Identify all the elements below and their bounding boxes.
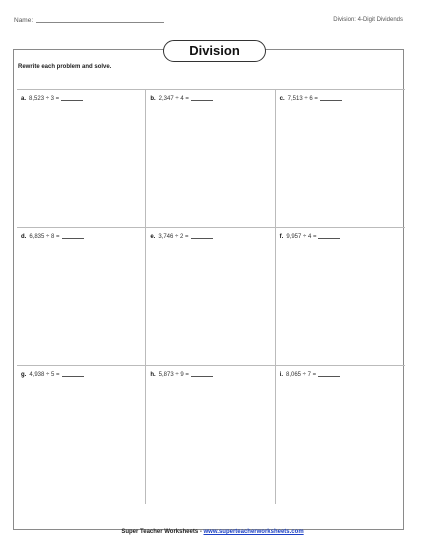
- problem-letter: b.: [150, 96, 156, 102]
- problem-cell-d[interactable]: [17, 228, 146, 366]
- problem-i: [280, 372, 341, 378]
- name-field[interactable]: [14, 17, 164, 24]
- instructions: Rewrite each problem and solve.: [18, 64, 112, 70]
- problem-letter: e.: [150, 234, 156, 240]
- problem-expression: 8,065 ÷ 7 =: [286, 372, 317, 378]
- problem-letter: d.: [21, 234, 27, 240]
- problem-expression: 3,746 ÷ 2 =: [158, 234, 189, 240]
- answer-blank[interactable]: [191, 100, 213, 101]
- problem-grid: [17, 89, 405, 504]
- problem-cell-e[interactable]: [146, 228, 275, 366]
- problem-letter: i.: [279, 372, 283, 378]
- problem-letter: c.: [279, 96, 285, 102]
- name-blank-line[interactable]: [36, 22, 164, 23]
- problem-cell-c[interactable]: [276, 90, 405, 228]
- answer-blank[interactable]: [318, 238, 340, 239]
- worksheet-title: Division: [163, 40, 266, 62]
- footer-link[interactable]: www.superteacherworksheets.com: [203, 529, 304, 535]
- problem-c: [280, 96, 342, 102]
- problem-b: [150, 96, 213, 102]
- answer-blank[interactable]: [62, 376, 84, 377]
- problem-cell-a[interactable]: [17, 90, 146, 228]
- problem-g: [21, 372, 84, 378]
- problem-expression: 8,523 ÷ 3 =: [29, 96, 60, 102]
- problem-d: [21, 234, 84, 240]
- problem-letter: f.: [279, 234, 284, 240]
- answer-blank[interactable]: [318, 376, 340, 377]
- problem-expression: 9,957 ÷ 4 =: [286, 234, 317, 240]
- problem-expression: 7,513 ÷ 6 =: [287, 96, 318, 102]
- problem-cell-i[interactable]: [276, 366, 405, 504]
- problem-letter: h.: [150, 372, 156, 378]
- answer-blank[interactable]: [61, 100, 83, 101]
- worksheet-subtitle: Division: 4-Digit Dividends: [333, 17, 403, 23]
- problem-e: [150, 234, 212, 240]
- problem-cell-h[interactable]: [146, 366, 275, 504]
- name-label: Name:: [14, 17, 34, 24]
- answer-blank[interactable]: [62, 238, 84, 239]
- footer: [0, 529, 425, 535]
- answer-blank[interactable]: [320, 100, 342, 101]
- problem-expression: 4,938 ÷ 5 =: [29, 372, 60, 378]
- problem-letter: a.: [21, 96, 27, 102]
- footer-separator: -: [198, 529, 204, 535]
- problem-expression: 2,347 ÷ 4 =: [158, 96, 189, 102]
- problem-f: [280, 234, 341, 240]
- problem-a: [21, 96, 83, 102]
- problem-cell-f[interactable]: [276, 228, 405, 366]
- answer-blank[interactable]: [191, 376, 213, 377]
- problem-expression: 6,835 ÷ 8 =: [29, 234, 60, 240]
- footer-brand: Super Teacher Worksheets: [121, 529, 199, 535]
- problem-cell-b[interactable]: [146, 90, 275, 228]
- problem-h: [150, 372, 213, 378]
- problem-cell-g[interactable]: [17, 366, 146, 504]
- answer-blank[interactable]: [191, 238, 213, 239]
- problem-letter: g.: [21, 372, 27, 378]
- problem-expression: 5,873 ÷ 9 =: [158, 372, 189, 378]
